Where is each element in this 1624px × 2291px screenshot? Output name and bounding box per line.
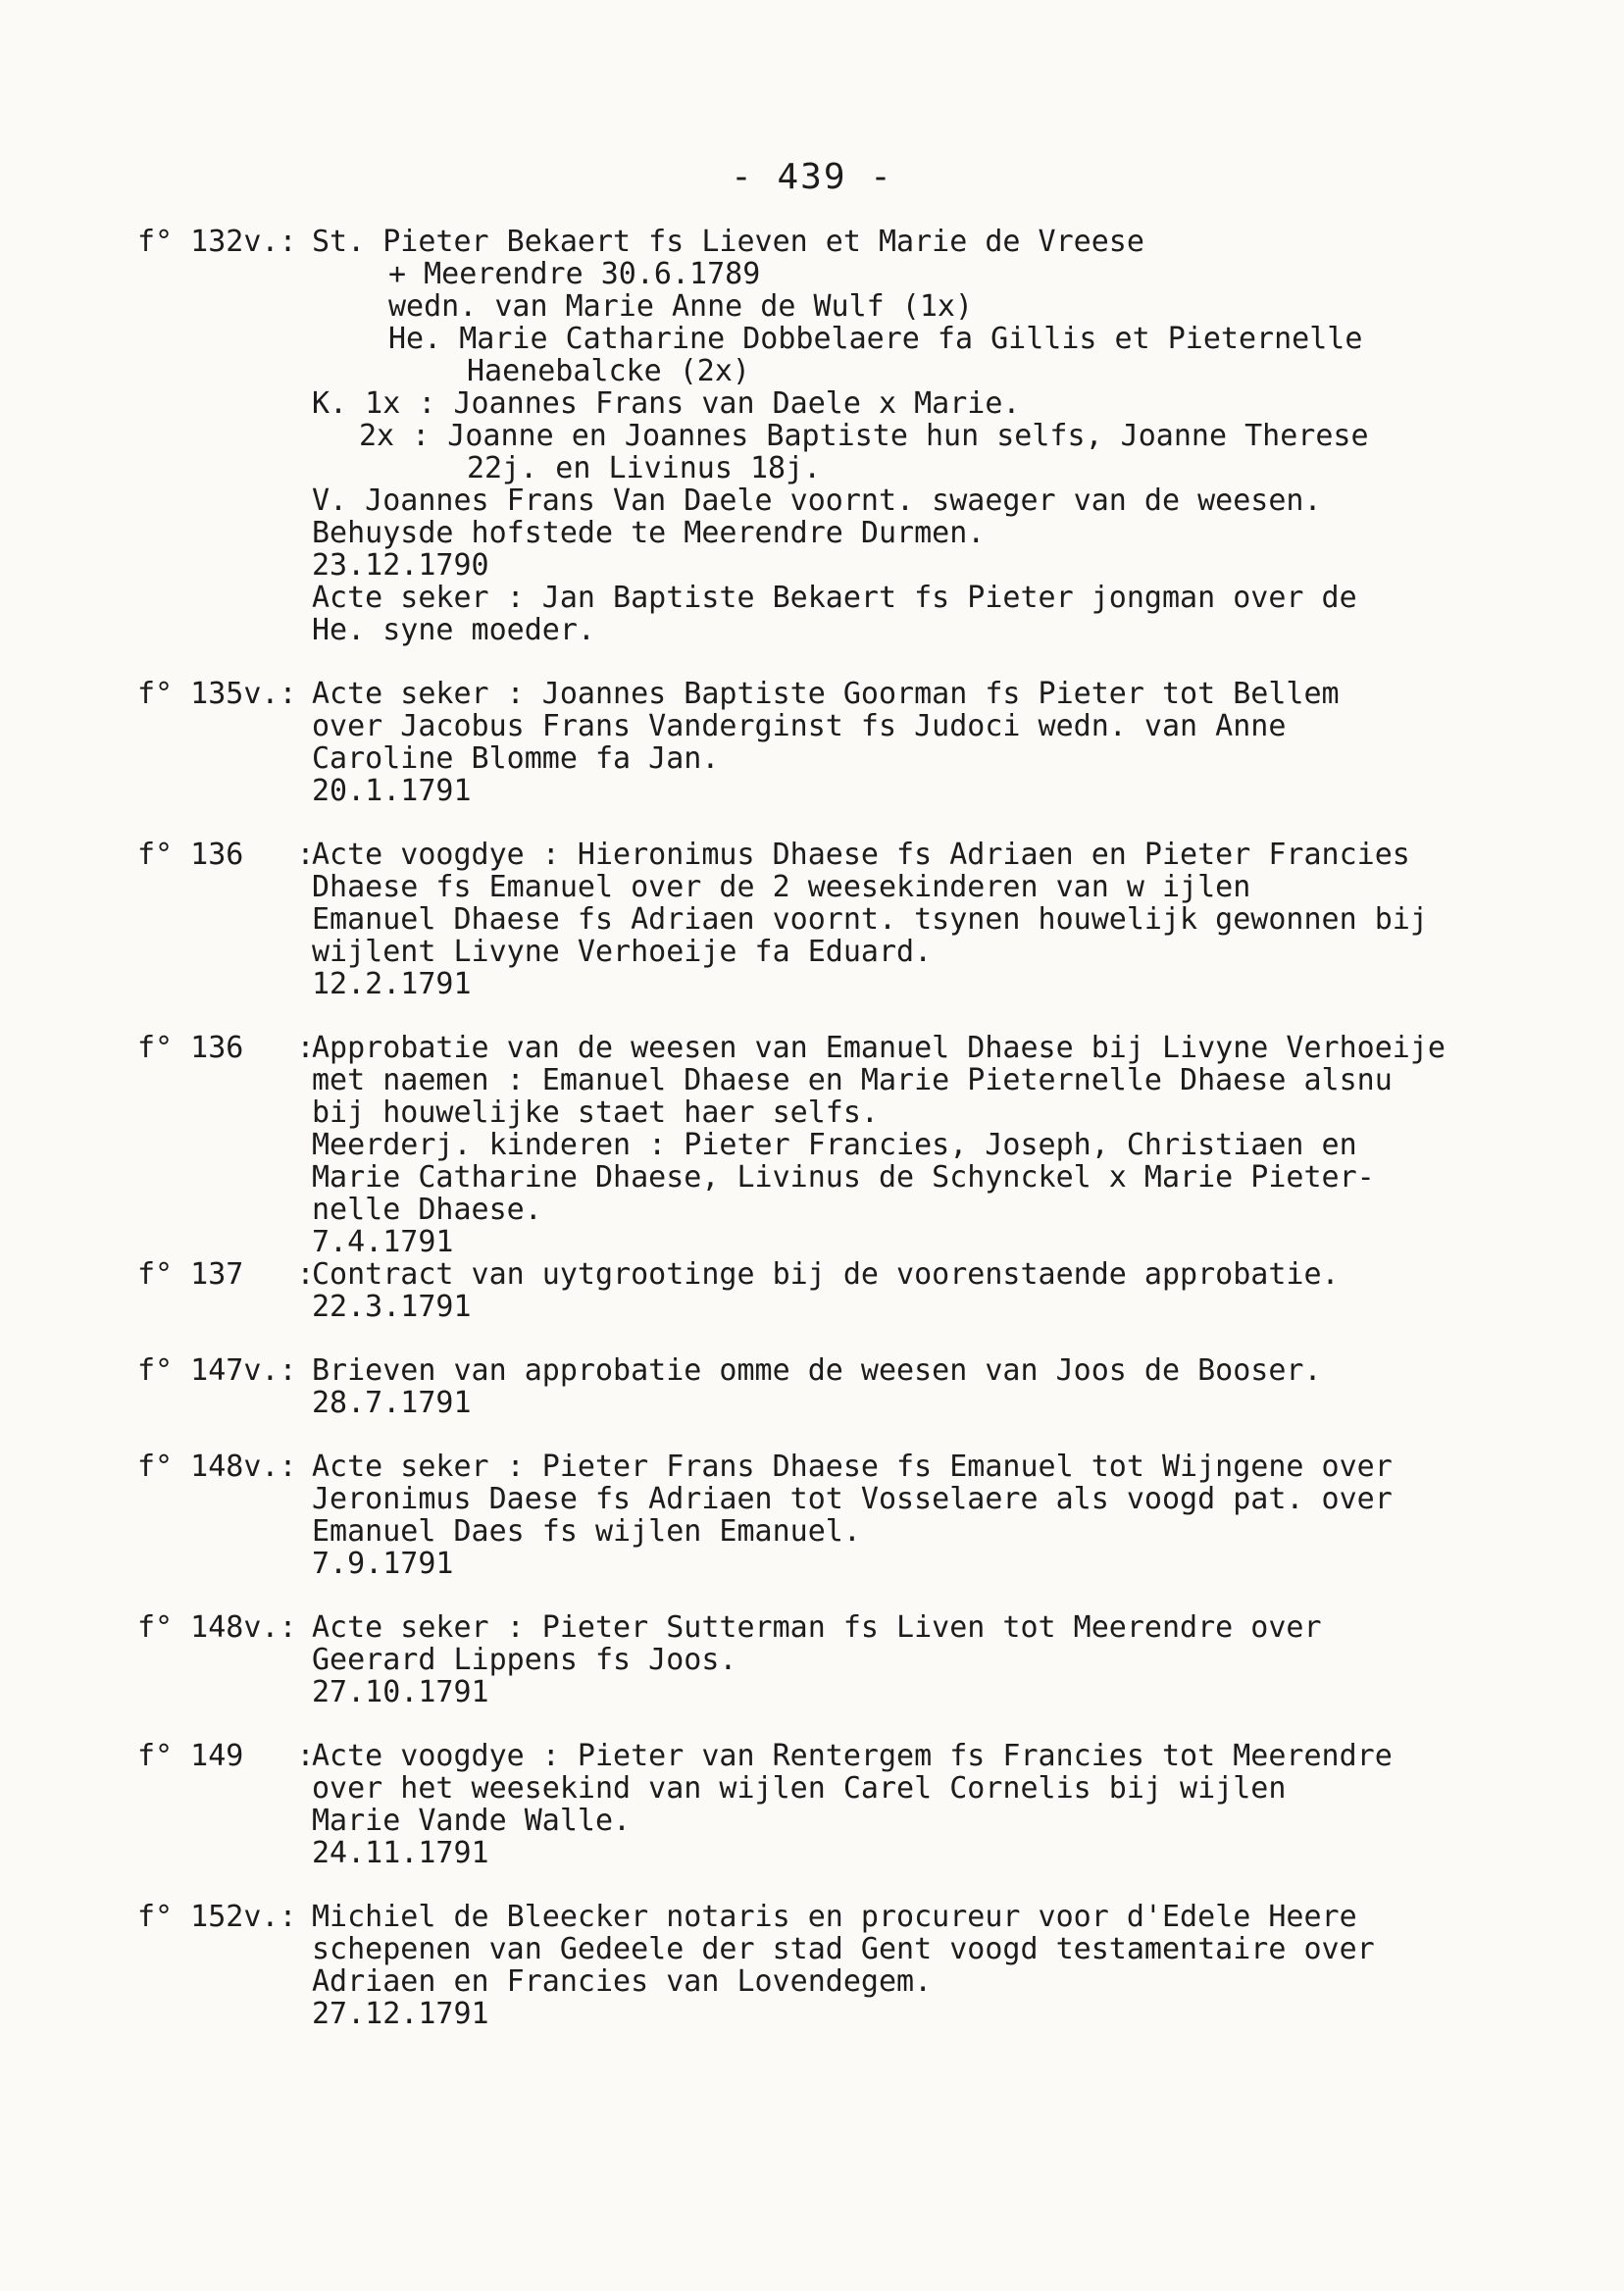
entry-text (312, 1901, 1569, 2030)
register-entry (137, 839, 1569, 1000)
entry-text (312, 1451, 1569, 1580)
page-number: - 439 - (731, 157, 893, 197)
entry-line: Behuysde hofstede te Meerendre Durmen. (312, 516, 986, 550)
entry-line: Caroline Blomme fa Jan. (312, 741, 720, 776)
entry-line: Michiel de Bleecker notaris en procureur voor d'Edele Heere (312, 1900, 1357, 1934)
register-entry (137, 678, 1569, 807)
entry-line: Contract van uytgrootinge bij de voorenstaende approbatie. (312, 1257, 1340, 1292)
entry-line: Acte seker : Pieter Frans Dhaese fs Emanuel tot Wijngene over (312, 1450, 1393, 1484)
entry-line: He. Marie Catharine Dobbelaere fa Gillis et Pieternelle (388, 322, 1363, 356)
register-entry (137, 226, 1569, 646)
entry-line: Brieven van approbatie omme de weesen van Joos de Booser. (312, 1353, 1322, 1388)
entry-text (312, 839, 1569, 1000)
entry-text (312, 678, 1569, 807)
entry-line: 27.12.1791 (312, 1997, 489, 2031)
entry-line: 2x : Joanne en Joannes Baptiste hun selfs, Joanne Therese (359, 419, 1369, 453)
entry-line: over Jacobus Frans Vanderginst fs Judoci wedn. van Anne (312, 709, 1287, 743)
entry-line: Acte voogdye : Hieronimus Dhaese fs Adriaen en Pieter Francies (312, 838, 1410, 872)
entry-line: Marie Vande Walle. (312, 1804, 632, 1838)
entry-line: wedn. van Marie Anne de Wulf (1x) (388, 289, 974, 324)
entry-line: 7.4.1791 (312, 1225, 454, 1259)
entry-text (312, 1611, 1569, 1708)
entry-line: Acte voogdye : Pieter van Rentergem fs Francies tot Meerendre (312, 1739, 1393, 1773)
register-entries (137, 226, 1569, 2062)
entry-text (312, 1354, 1569, 1419)
entry-line: 7.9.1791 (312, 1547, 454, 1581)
entry-line: over het weesekind van wijlen Carel Cornelis bij wijlen (312, 1771, 1287, 1806)
entry-line: Emanuel Dhaese fs Adriaen voornt. tsynen houwelijk gewonnen bij (312, 902, 1428, 937)
folio-reference: f° 135v.: (137, 677, 297, 711)
register-entry (137, 1258, 1569, 1323)
folio-reference: f° 149 : (137, 1739, 315, 1773)
entry-text (312, 1740, 1569, 1869)
entry-line: Acte seker : Joannes Baptiste Goorman fs Pieter tot Bellem (312, 677, 1340, 711)
register-entry (137, 1451, 1569, 1580)
entry-line: Haenebalcke (2x) (467, 354, 750, 388)
entry-line: 23.12.1790 (312, 548, 489, 583)
folio-reference: f° 148v.: (137, 1610, 297, 1645)
register-entry (137, 1354, 1569, 1419)
entry-line: 22j. en Livinus 18j. (467, 451, 822, 485)
entry-line: Acte seker : Pieter Sutterman fs Liven tot Meerendre over (312, 1610, 1322, 1645)
entry-line: 22.3.1791 (312, 1290, 472, 1324)
entry-text (312, 226, 1569, 646)
entry-line: K. 1x : Joannes Frans van Daele x Marie. (312, 386, 1021, 421)
entry-line: 28.7.1791 (312, 1386, 472, 1420)
entry-line: wijlent Livyne Verhoeije fa Eduard. (312, 935, 933, 969)
folio-reference: f° 152v.: (137, 1900, 297, 1934)
folio-reference: f° 136 : (137, 1031, 315, 1065)
entry-line: Approbatie van de weesen van Emanuel Dhaese bij Livyne Verhoeije (312, 1031, 1446, 1065)
entry-line: Jeronimus Daese fs Adriaen tot Vosselaere als voogd pat. over (312, 1482, 1393, 1516)
entry-text (312, 1258, 1569, 1323)
entry-line: Dhaese fs Emanuel over de 2 weesekinderen van w ijlen (312, 870, 1251, 904)
entry-line: Emanuel Daes fs wijlen Emanuel. (312, 1514, 861, 1549)
entry-line: nelle Dhaese. (312, 1193, 542, 1227)
entry-line: met naemen : Emanuel Dhaese en Marie Pieternelle Dhaese alsnu (312, 1063, 1393, 1097)
folio-reference: f° 147v.: (137, 1353, 297, 1388)
register-entry (137, 1611, 1569, 1708)
entry-line: Geerard Lippens fs Joos. (312, 1643, 737, 1677)
entry-line: 12.2.1791 (312, 967, 472, 1001)
entry-line: He. syne moeder. (312, 613, 595, 647)
folio-reference: f° 148v.: (137, 1450, 297, 1484)
entry-line: Meerderj. kinderen : Pieter Francies, Joseph, Christiaen en (312, 1128, 1357, 1162)
entry-line: 27.10.1791 (312, 1675, 489, 1709)
entry-line: V. Joannes Frans Van Daele voornt. swaeger van de weesen. (312, 484, 1322, 518)
entry-line: 20.1.1791 (312, 774, 472, 808)
register-entry (137, 1740, 1569, 1869)
entry-line: schepenen van Gedeele der stad Gent voogd testamentaire over (312, 1932, 1375, 1966)
folio-reference: f° 132v.: (137, 225, 297, 259)
folio-reference: f° 137 : (137, 1257, 315, 1292)
entry-line: St. Pieter Bekaert fs Lieven et Marie de Vreese (312, 225, 1144, 259)
entry-line: 24.11.1791 (312, 1836, 489, 1870)
register-entry (137, 1032, 1569, 1258)
entry-text (312, 1032, 1569, 1258)
folio-reference: f° 136 : (137, 838, 315, 872)
entry-line: Marie Catharine Dhaese, Livinus de Schynckel x Marie Pieter- (312, 1160, 1375, 1195)
entry-line: bij houwelijke staet haer selfs. (312, 1095, 879, 1130)
entry-line: Acte seker : Jan Baptiste Bekaert fs Pieter jongman over de (312, 581, 1357, 615)
entry-line: + Meerendre 30.6.1789 (388, 257, 761, 291)
register-entry (137, 1901, 1569, 2030)
entry-line: Adriaen en Francies van Lovendegem. (312, 1964, 933, 1999)
